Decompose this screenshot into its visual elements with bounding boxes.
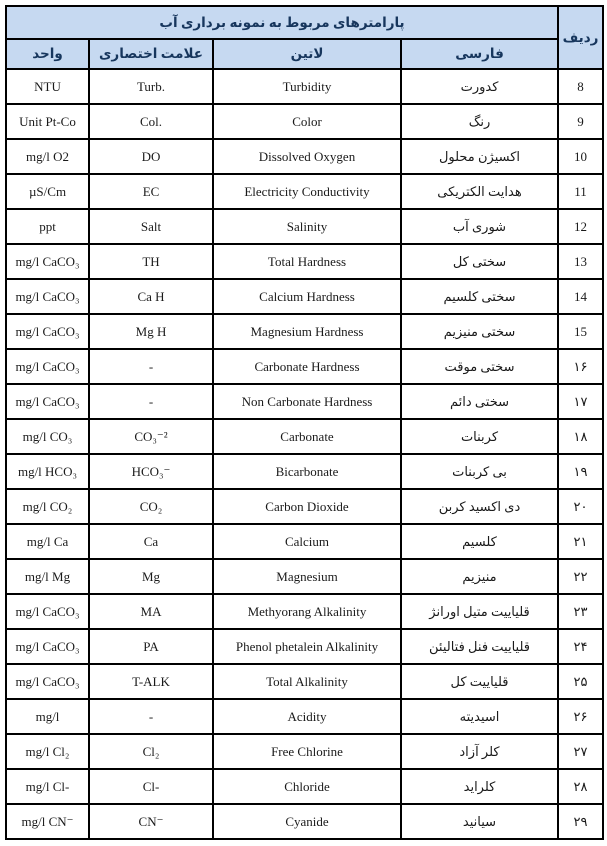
farsi-name-cell: قلیاییت متیل اورانژ bbox=[401, 594, 558, 629]
table-row bbox=[6, 104, 603, 139]
abbreviation-cell: EC bbox=[89, 174, 213, 209]
abbreviation-cell: - bbox=[89, 384, 213, 419]
column-header-abbreviation: علامت اختصاری bbox=[89, 39, 213, 69]
latin-name-cell: Calcium bbox=[213, 524, 401, 559]
latin-name-cell: Carbon Dioxide bbox=[213, 489, 401, 524]
farsi-name-cell: اسیدیته bbox=[401, 699, 558, 734]
farsi-name-cell: هدایت الکتریکی bbox=[401, 174, 558, 209]
latin-name-cell: Free Chlorine bbox=[213, 734, 401, 769]
unit-cell: mg/l Cl₂ bbox=[6, 734, 89, 769]
farsi-name-cell: اکسیژن محلول bbox=[401, 139, 558, 174]
column-header-farsi: فارسی bbox=[401, 39, 558, 69]
farsi-name-cell: قلیاییت فنل فتالیئن bbox=[401, 629, 558, 664]
table-body bbox=[6, 69, 603, 839]
row-number-cell: ۲۲ bbox=[558, 559, 603, 594]
table-title: پارامترهای مربوط به نمونه برداری آب bbox=[6, 6, 558, 39]
unit-cell: mg/l CaCO₃ bbox=[6, 629, 89, 664]
row-number-cell: 14 bbox=[558, 279, 603, 314]
unit-cell: mg/l CaCO₃ bbox=[6, 349, 89, 384]
table-row bbox=[6, 244, 603, 279]
table-row bbox=[6, 209, 603, 244]
abbreviation-cell: - bbox=[89, 699, 213, 734]
farsi-name-cell: کلراید bbox=[401, 769, 558, 804]
farsi-name-cell: منیزیم bbox=[401, 559, 558, 594]
table-row bbox=[6, 174, 603, 209]
abbreviation-cell: Mg bbox=[89, 559, 213, 594]
table-row bbox=[6, 629, 603, 664]
row-number-cell: ۲۵ bbox=[558, 664, 603, 699]
latin-name-cell: Methyorang Alkalinity bbox=[213, 594, 401, 629]
row-number-cell: 10 bbox=[558, 139, 603, 174]
table-row bbox=[6, 314, 603, 349]
latin-name-cell: Electricity Conductivity bbox=[213, 174, 401, 209]
abbreviation-cell: Cl- bbox=[89, 769, 213, 804]
table-row bbox=[6, 489, 603, 524]
latin-name-cell: Dissolved Oxygen bbox=[213, 139, 401, 174]
abbreviation-cell: Ca bbox=[89, 524, 213, 559]
farsi-name-cell: کلسیم bbox=[401, 524, 558, 559]
row-number-cell: 15 bbox=[558, 314, 603, 349]
abbreviation-cell: T-ALK bbox=[89, 664, 213, 699]
latin-name-cell: Bicarbonate bbox=[213, 454, 401, 489]
row-number-cell: 8 bbox=[558, 69, 603, 104]
farsi-name-cell: شوری آب bbox=[401, 209, 558, 244]
table-row bbox=[6, 419, 603, 454]
water-parameters-table bbox=[5, 5, 604, 840]
unit-cell: mg/l CaCO₃ bbox=[6, 384, 89, 419]
abbreviation-cell: PA bbox=[89, 629, 213, 664]
farsi-name-cell: سختی کل bbox=[401, 244, 558, 279]
abbreviation-cell: Turb. bbox=[89, 69, 213, 104]
unit-cell: mg/l bbox=[6, 699, 89, 734]
unit-cell: mg/l O2 bbox=[6, 139, 89, 174]
table-row bbox=[6, 769, 603, 804]
latin-name-cell: Color bbox=[213, 104, 401, 139]
table-row bbox=[6, 69, 603, 104]
abbreviation-cell: DO bbox=[89, 139, 213, 174]
farsi-name-cell: رنگ bbox=[401, 104, 558, 139]
farsi-name-cell: قلیاییت کل bbox=[401, 664, 558, 699]
row-number-cell: ۱۷ bbox=[558, 384, 603, 419]
table-row bbox=[6, 594, 603, 629]
row-number-cell: ۲۴ bbox=[558, 629, 603, 664]
row-number-cell: 11 bbox=[558, 174, 603, 209]
unit-cell: mg/l CO₃ bbox=[6, 419, 89, 454]
unit-cell: Unit Pt-Co bbox=[6, 104, 89, 139]
column-header-latin: لاتین bbox=[213, 39, 401, 69]
row-number-cell: 9 bbox=[558, 104, 603, 139]
latin-name-cell: Magnesium bbox=[213, 559, 401, 594]
farsi-name-cell: بی کربنات bbox=[401, 454, 558, 489]
unit-cell: mg/l CO₂ bbox=[6, 489, 89, 524]
latin-name-cell: Carbonate bbox=[213, 419, 401, 454]
unit-cell: mg/l CaCO₃ bbox=[6, 279, 89, 314]
farsi-name-cell: سختی موقت bbox=[401, 349, 558, 384]
latin-name-cell: Magnesium Hardness bbox=[213, 314, 401, 349]
table-row bbox=[6, 699, 603, 734]
latin-name-cell: Carbonate Hardness bbox=[213, 349, 401, 384]
abbreviation-cell: Cl₂ bbox=[89, 734, 213, 769]
latin-name-cell: Chloride bbox=[213, 769, 401, 804]
farsi-name-cell: سختی دائم bbox=[401, 384, 558, 419]
farsi-name-cell: سختی منیزیم bbox=[401, 314, 558, 349]
unit-cell: µS/Cm bbox=[6, 174, 89, 209]
table-row bbox=[6, 524, 603, 559]
unit-cell: mg/l CaCO₃ bbox=[6, 244, 89, 279]
farsi-name-cell: سختی کلسیم bbox=[401, 279, 558, 314]
table-row bbox=[6, 559, 603, 594]
row-number-cell: ۲۹ bbox=[558, 804, 603, 839]
unit-cell: mg/l Mg bbox=[6, 559, 89, 594]
latin-name-cell: Turbidity bbox=[213, 69, 401, 104]
unit-cell: mg/l CaCO₃ bbox=[6, 314, 89, 349]
abbreviation-cell: CO₃⁻² bbox=[89, 419, 213, 454]
farsi-name-cell: کدورت bbox=[401, 69, 558, 104]
abbreviation-cell: Salt bbox=[89, 209, 213, 244]
abbreviation-cell: CN⁻ bbox=[89, 804, 213, 839]
farsi-name-cell: دی اکسید کربن bbox=[401, 489, 558, 524]
abbreviation-cell: TH bbox=[89, 244, 213, 279]
farsi-name-cell: کربنات bbox=[401, 419, 558, 454]
abbreviation-cell: HCO₃⁻ bbox=[89, 454, 213, 489]
farsi-name-cell: کلر آزاد bbox=[401, 734, 558, 769]
table-row bbox=[6, 734, 603, 769]
table-row bbox=[6, 384, 603, 419]
column-header-unit: واحد bbox=[6, 39, 89, 69]
unit-cell: ppt bbox=[6, 209, 89, 244]
abbreviation-cell: - bbox=[89, 349, 213, 384]
latin-name-cell: Non Carbonate Hardness bbox=[213, 384, 401, 419]
row-number-cell: ۲۱ bbox=[558, 524, 603, 559]
latin-name-cell: Total Hardness bbox=[213, 244, 401, 279]
table-row bbox=[6, 349, 603, 384]
row-number-cell: ۲۰ bbox=[558, 489, 603, 524]
row-number-cell: ۲۸ bbox=[558, 769, 603, 804]
row-number-cell: ۱۶ bbox=[558, 349, 603, 384]
unit-cell: mg/l HCO₃ bbox=[6, 454, 89, 489]
latin-name-cell: Total Alkalinity bbox=[213, 664, 401, 699]
unit-cell: mg/l Cl- bbox=[6, 769, 89, 804]
row-number-cell: ۲۶ bbox=[558, 699, 603, 734]
table-row bbox=[6, 664, 603, 699]
latin-name-cell: Calcium Hardness bbox=[213, 279, 401, 314]
row-number-cell: 13 bbox=[558, 244, 603, 279]
unit-cell: mg/l Ca bbox=[6, 524, 89, 559]
abbreviation-cell: Ca H bbox=[89, 279, 213, 314]
latin-name-cell: Phenol phetalein Alkalinity bbox=[213, 629, 401, 664]
table-row bbox=[6, 804, 603, 839]
column-header-row-number: ردیف bbox=[558, 6, 603, 69]
unit-cell: mg/l CaCO₃ bbox=[6, 594, 89, 629]
unit-cell: mg/l CN⁻ bbox=[6, 804, 89, 839]
abbreviation-cell: MA bbox=[89, 594, 213, 629]
table-row bbox=[6, 454, 603, 489]
row-number-cell: ۲۷ bbox=[558, 734, 603, 769]
farsi-name-cell: سیانید bbox=[401, 804, 558, 839]
table-row bbox=[6, 279, 603, 314]
unit-cell: NTU bbox=[6, 69, 89, 104]
latin-name-cell: Cyanide bbox=[213, 804, 401, 839]
latin-name-cell: Salinity bbox=[213, 209, 401, 244]
abbreviation-cell: Mg H bbox=[89, 314, 213, 349]
row-number-cell: 12 bbox=[558, 209, 603, 244]
unit-cell: mg/l CaCO₃ bbox=[6, 664, 89, 699]
table-row bbox=[6, 139, 603, 174]
abbreviation-cell: CO₂ bbox=[89, 489, 213, 524]
latin-name-cell: Acidity bbox=[213, 699, 401, 734]
row-number-cell: ۲۳ bbox=[558, 594, 603, 629]
row-number-cell: ۱۹ bbox=[558, 454, 603, 489]
row-number-cell: ۱۸ bbox=[558, 419, 603, 454]
abbreviation-cell: Col. bbox=[89, 104, 213, 139]
